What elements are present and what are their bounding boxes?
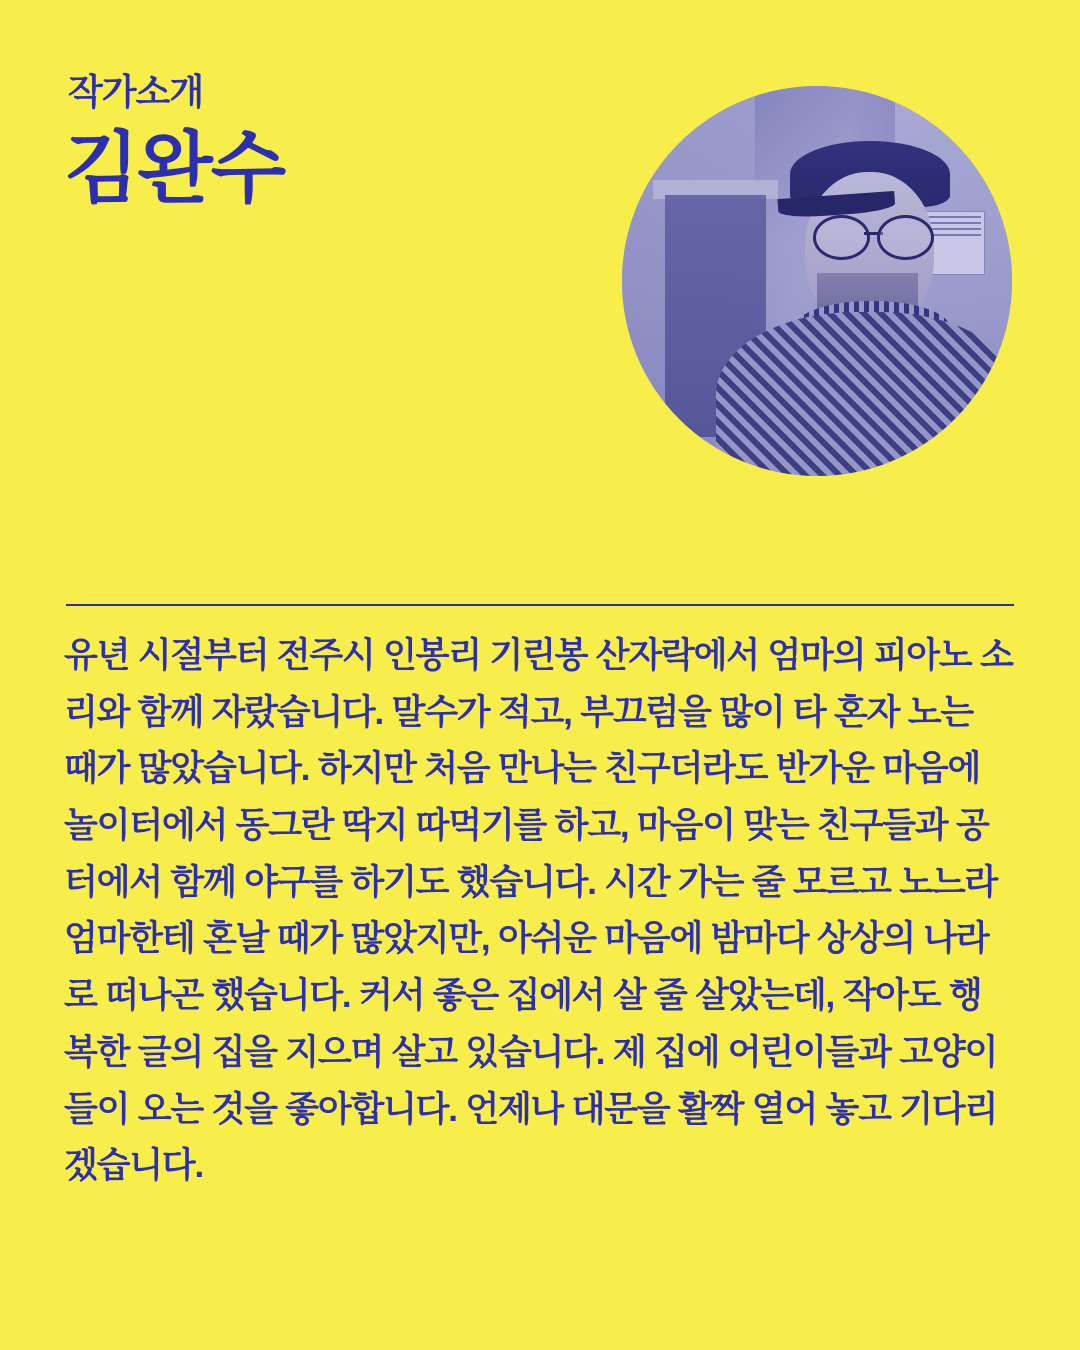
divider xyxy=(66,604,1014,606)
avatar xyxy=(622,86,1012,476)
page-title: 김완수 xyxy=(64,124,285,212)
author-bio-text: 유년 시절부터 전주시 인봉리 기린봉 산자락에서 엄마의 피아노 소리와 함께 자랐습니다. 말수가 적고, 부끄럼을 많이 타 혼자 노는 때가 많았습니다. 하지만 처음 만나는 친구더라도 반가운 마음에 놀이터에서 동그란 딱지 따먹기를 하고, 마음이 맞는 친구들과 공터에서 함께 야구를 하기도 했습니다. 시간 가는 줄 모르고 노느라 엄마한테 혼날 때가 많았지만, 아쉬운 마음에 밤마다 상상의 나라로 떠나곤 했습니다. 커서 좋은 집에서 살 줄 살았는데, 작아도 행복한 글의 집을 지으며 살고 있습니다. 제 집에 어린이들과 고양이들이 오는 것을 좋아합니다. 언제나 대문을 활짝 열어 놓고 기다리겠습니다. xyxy=(64,636,1013,1186)
photo-duotone-overlay xyxy=(622,86,1012,476)
section-eyebrow: 작가소개 xyxy=(68,71,204,112)
card-header xyxy=(0,0,1080,560)
